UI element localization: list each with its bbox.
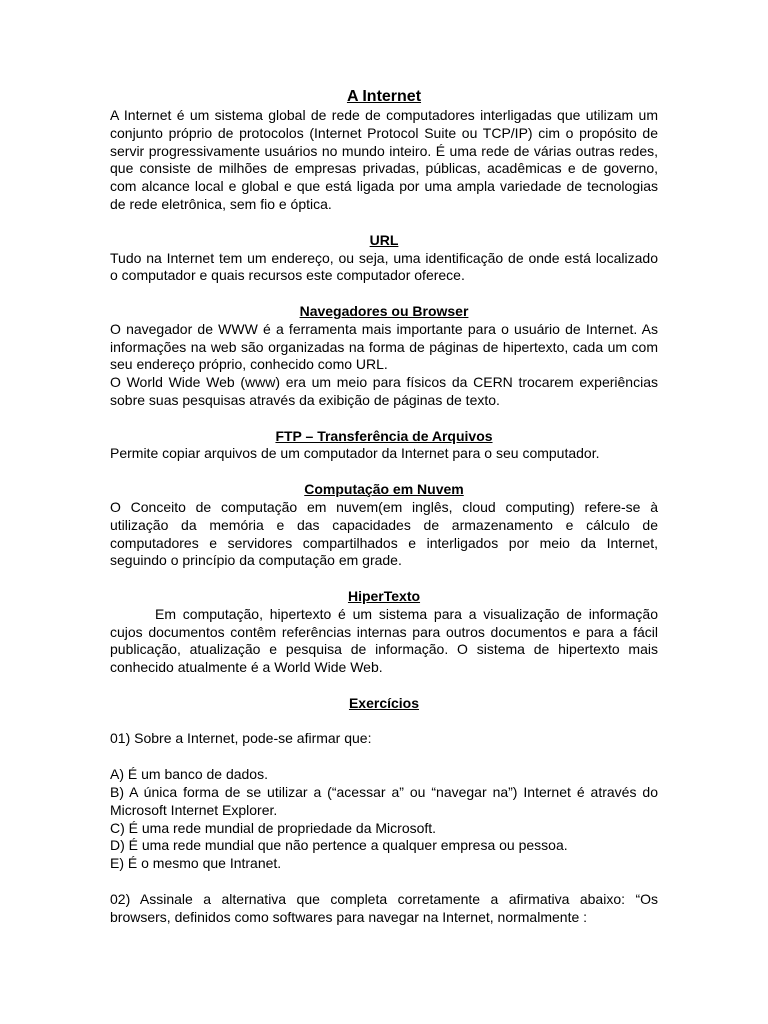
paragraph-line: conjunto próprio de protocolos (Internet Protocol Suite ou TCP/IP) cim o propósito de bbox=[110, 124, 658, 141]
document-page bbox=[110, 86, 658, 926]
question-1-prompt: 01) Sobre a Internet, pode-se afirmar que: bbox=[110, 730, 372, 747]
section-heading-hypertext: HiperTexto bbox=[347, 587, 421, 604]
question-1-option-e: E) É o mesmo que Intranet. bbox=[110, 855, 282, 872]
section-ftp bbox=[110, 428, 658, 464]
option-line: B) A única forma de se utilizar a (“acessar a” ou “navegar na”) Internet é através do bbox=[110, 783, 658, 800]
option-line: Microsoft Internet Explorer. bbox=[110, 801, 278, 818]
question-1-options bbox=[110, 766, 658, 873]
paragraph-line: publicação, atualização e pesquisa de informação. O sistema de hipertexto mais bbox=[110, 641, 658, 658]
paragraph-line: O navegador de WWW é a ferramenta mais importante para o usuário de Internet. As bbox=[110, 320, 658, 337]
paragraph-line: A Internet é um sistema global de rede de computadores interligadas que utilizam um bbox=[110, 107, 658, 123]
paragraph-line: seu endereço próprio, conhecido como URL. bbox=[110, 356, 388, 373]
section-intro bbox=[110, 107, 658, 214]
question-2 bbox=[110, 891, 658, 927]
section-heading-cloud: Computação em Nuvem bbox=[304, 481, 464, 498]
question-1 bbox=[110, 730, 658, 873]
section-cloud bbox=[110, 481, 658, 570]
paragraph-line: com alcance local e global e que está ligada por uma ampla variedade de tecnologias bbox=[110, 178, 658, 195]
section-heading-browsers: Navegadores ou Browser bbox=[299, 302, 469, 319]
paragraph-line: O World Wide Web (www) era um meio para físicos da CERN trocarem experiências bbox=[110, 374, 658, 391]
paragraph-line: Permite copiar arquivos de um computador da Internet para o seu computador. bbox=[110, 445, 600, 462]
paragraph-line: servir progressivamente usuários no mundo inteiro. É uma rede de várias outras redes, bbox=[110, 142, 658, 159]
section-heading-url: URL bbox=[369, 231, 399, 248]
paragraph-line: informações na web são organizadas na forma de páginas de hipertexto, cada um com bbox=[110, 338, 658, 355]
section-heading-ftp: FTP – Transferência de Arquivos bbox=[275, 427, 493, 444]
paragraph-line: O Conceito de computação em nuvem(em inglês, cloud computing) refere-se à bbox=[110, 498, 658, 515]
section-heading-exercises: Exercícios bbox=[348, 694, 420, 711]
question-2-prompt-line: browsers, definidos como softwares para navegar na Internet, normalmente : bbox=[110, 908, 588, 925]
paragraph-line: utilização da memória e das capacidades de armazenamento e cálculo de bbox=[110, 516, 658, 533]
question-1-option-c: C) É uma rede mundial de propriedade da Microsoft. bbox=[110, 819, 437, 836]
paragraph-line: cujos documentos contêm referências internas para outros documentos e para a fácil bbox=[110, 623, 658, 640]
question-2-prompt-line: 02) Assinale a alternativa que completa corretamente a afirmativa abaixo: “Os bbox=[110, 890, 658, 907]
paragraph-line: o computador e quais recursos este computador oferece. bbox=[110, 267, 465, 284]
question-1-option-a: A) É um banco de dados. bbox=[110, 766, 268, 783]
question-1-option-d: D) É uma rede mundial que não pertence a qualquer empresa ou pessoa. bbox=[110, 837, 568, 854]
section-hypertext bbox=[110, 588, 658, 677]
paragraph-line: de rede eletrônica, sem fio e óptica. bbox=[110, 196, 332, 213]
question-1-option-b bbox=[110, 784, 658, 820]
paragraph-line: seguindo o princípio da computação em grade. bbox=[110, 552, 402, 569]
paragraph-line: que consiste de milhões de empresas privadas, públicas, acadêmicas e de governo, bbox=[110, 160, 658, 177]
section-browsers bbox=[110, 303, 658, 410]
paragraph-line: conhecido atualmente é a World Wide Web. bbox=[110, 659, 383, 676]
paragraph-line: Tudo na Internet tem um endereço, ou seja, uma identificação de onde está localizado bbox=[110, 249, 658, 266]
paragraph-line: sobre suas pesquisas através da exibição de páginas de texto. bbox=[110, 392, 500, 408]
document-title: A Internet bbox=[346, 88, 422, 105]
paragraph-line: computadores e servidores compartilhados e interligados por meio da Internet, bbox=[110, 534, 658, 551]
section-exercises bbox=[110, 695, 658, 927]
paragraph-line: Em computação, hipertexto é um sistema para a visualização de informação bbox=[155, 605, 658, 622]
section-url bbox=[110, 232, 658, 285]
